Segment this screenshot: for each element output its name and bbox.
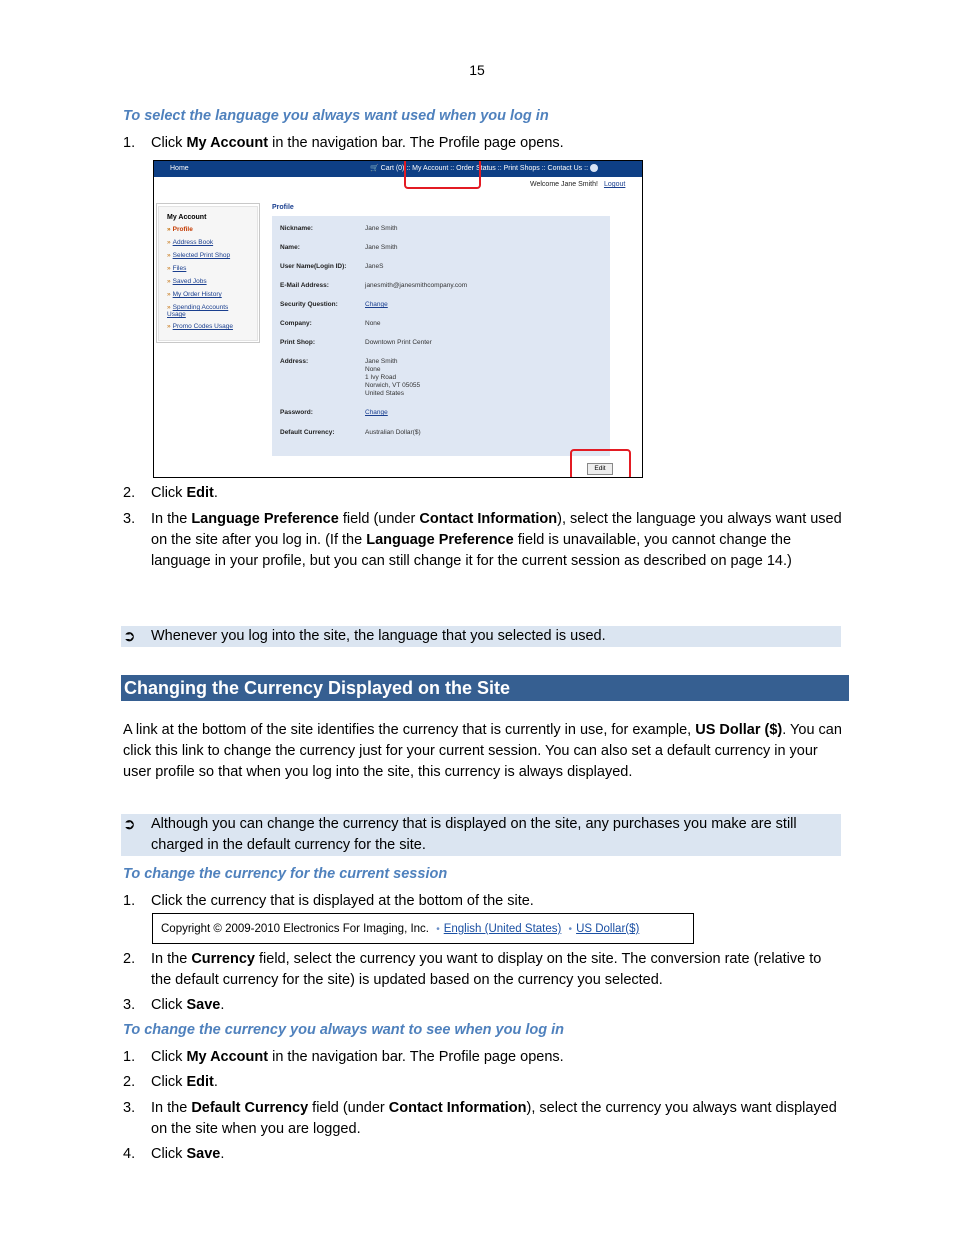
address-value: Jane Smith None 1 Ivy Road Norwich, VT 05055 United States xyxy=(365,358,421,397)
sidebar-item-promo[interactable]: » Promo Codes Usage xyxy=(167,323,233,330)
sidebar-item-profile[interactable]: » Profile xyxy=(167,226,193,233)
default-step-1: 1. Click My Account in the navigation bar. The Profile page opens. xyxy=(123,1049,564,1065)
field-label: Print Shop: xyxy=(280,339,316,346)
field-label: Name: xyxy=(280,244,300,251)
note-language: ➲ Whenever you log into the site, the language that you selected is used. xyxy=(121,626,841,647)
field-value: Downtown Print Center xyxy=(365,339,432,346)
sidebar-item-order-history[interactable]: » My Order History xyxy=(167,291,222,298)
arrow-right-icon: ➲ xyxy=(123,816,136,833)
welcome-line: Welcome Jane Smith! Logout xyxy=(530,181,626,188)
account-sidebar xyxy=(156,203,260,343)
session-step-1: 1. Click the currency that is displayed at the bottom of the site. xyxy=(123,893,534,909)
field-label: Default Currency: xyxy=(280,429,335,436)
field-value: None xyxy=(365,320,381,327)
sidebar-item-address-book[interactable]: » Address Book xyxy=(167,239,214,246)
footer-screenshot: Copyright © 2009-2010 Electronics For Imaging, Inc. • English (United States) • US Dollar($) xyxy=(152,913,694,944)
procedure-title-default: To change the currency you always want to see when you log in xyxy=(123,1022,565,1038)
section-heading-currency: Changing the Currency Displayed on the Site xyxy=(121,675,849,701)
highlight-my-account xyxy=(404,160,481,189)
step-2: 2. Click Edit. xyxy=(123,485,218,501)
field-label: Password: xyxy=(280,409,313,416)
edit-button[interactable]: Edit xyxy=(587,463,613,475)
profile-screenshot xyxy=(153,160,643,478)
default-step-4: 4. Click Save. xyxy=(123,1146,225,1162)
arrow-right-icon: ➲ xyxy=(123,628,136,645)
sidebar-item-saved-jobs[interactable]: » Saved Jobs xyxy=(167,278,207,285)
field-label: Security Question: xyxy=(280,301,338,308)
note-currency: ➲ Although you can change the currency that is displayed on the site, any purchases you make are still charged in the default currency for the site. xyxy=(121,814,841,856)
session-step-3: 3. Click Save. xyxy=(123,997,225,1013)
page-number: 15 xyxy=(469,62,485,78)
language-link[interactable]: English (United States) xyxy=(443,923,562,935)
password-change-link[interactable]: Change xyxy=(365,409,388,416)
procedure-title-session: To change the currency for the current session xyxy=(123,866,448,882)
nav-bar xyxy=(154,161,642,177)
copyright-text: Copyright © 2009-2010 Electronics For Imaging, Inc. xyxy=(161,923,429,935)
field-value: janesmith@janesmithcompany.com xyxy=(365,282,468,289)
field-value: Jane Smith xyxy=(365,244,398,251)
profile-title: Profile xyxy=(272,204,294,211)
sidebar-item-print-shop[interactable]: » Selected Print Shop xyxy=(167,252,231,259)
step-3: 3. In the Language Preference field (under Contact Information), select the language you always want used on the site after you log in. (If the Language Preference field is unavailable, you cannot change the language in your profile, but you can still change it for the current session as described on page 14.) xyxy=(123,511,842,569)
nav-home[interactable]: Home xyxy=(170,165,189,172)
field-label: E-Mail Address: xyxy=(280,282,329,289)
sidebar-item-spending[interactable]: » Spending Accounts Usage xyxy=(167,304,229,318)
field-label: Nickname: xyxy=(280,225,313,232)
procedure-title-language: To select the language you always want used when you log in xyxy=(123,108,549,124)
field-value: Australian Dollar($) xyxy=(365,429,421,436)
help-icon[interactable] xyxy=(590,164,598,172)
security-change-link[interactable]: Change xyxy=(365,301,388,308)
nav-links[interactable]: 🛒 Cart (0) :: My Account :: Order Status :: Print Shops :: Contact Us :: xyxy=(370,161,598,177)
currency-link[interactable]: US Dollar($) xyxy=(576,923,640,935)
default-step-2: 2. Click Edit. xyxy=(123,1074,218,1090)
field-label: Address: xyxy=(280,358,309,365)
currency-intro: A link at the bottom of the site identifies the currency that is currently in use, for example, US Dollar ($). You can click this link to change the currency just for your current session. You can also set a default currency in your user profile so that when you log into the site, this currency is always displayed. xyxy=(123,722,842,780)
step-1: 1. Click My Account in the navigation bar. The Profile page opens. xyxy=(123,135,564,151)
field-value: JaneS xyxy=(365,263,384,270)
field-label: User Name(Login ID): xyxy=(280,263,347,270)
highlight-edit xyxy=(570,449,631,478)
sidebar-item-files[interactable]: » Files xyxy=(167,265,187,272)
session-step-2: 2. In the Currency field, select the currency you want to display on the site. The conversion rate (relative to the default currency for the site) is updated based on the currency you selected. xyxy=(123,951,822,988)
field-value: Jane Smith xyxy=(365,225,398,232)
sidebar-title: My Account xyxy=(167,214,207,221)
logout-link[interactable]: Logout xyxy=(603,181,626,188)
default-step-3: 3. In the Default Currency field (under Contact Information), select the currency you always want displayed on the site when you are logged. xyxy=(123,1100,837,1137)
profile-panel xyxy=(272,216,610,456)
field-label: Company: xyxy=(280,320,312,327)
